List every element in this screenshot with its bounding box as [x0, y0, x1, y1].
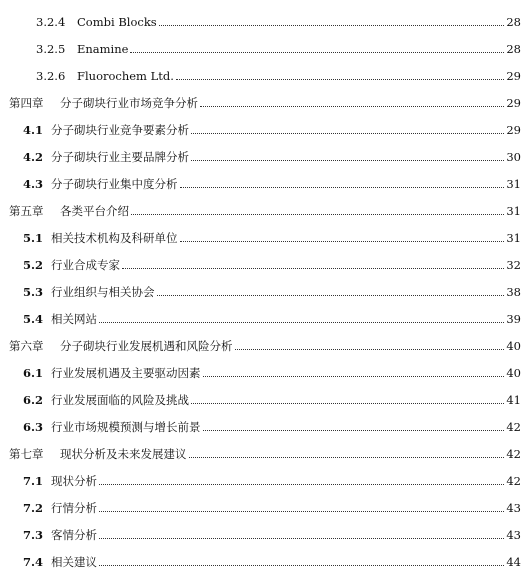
dot-leader	[122, 268, 504, 269]
toc-entry-number: 7.1	[23, 474, 44, 488]
toc-entry-page: 42	[506, 420, 521, 434]
toc-entry-page: 43	[506, 501, 521, 515]
toc-entry-number: 3.2.4	[36, 15, 66, 29]
dot-leader	[203, 430, 505, 431]
dot-leader	[191, 160, 504, 161]
dot-leader	[203, 376, 505, 377]
toc-entry[interactable]	[0, 254, 532, 272]
dot-leader	[99, 484, 504, 485]
toc-chapter-number: 第五章	[9, 204, 44, 218]
toc-entry-title: 现状分析	[51, 474, 97, 488]
toc-entry-page: 40	[506, 339, 521, 353]
toc-entry-number: 7.2	[23, 501, 44, 515]
dot-leader	[189, 457, 505, 458]
toc-entry-title: 分子砌块行业集中度分析	[51, 177, 178, 191]
toc-entry[interactable]	[0, 524, 532, 542]
toc-entry-page: 41	[506, 393, 521, 407]
toc-entry-title: Combi Blocks	[77, 15, 157, 29]
toc-entry-title: Fluorochem Ltd.	[77, 69, 174, 83]
toc-entry-number: 3.2.6	[36, 69, 66, 83]
toc-entry-number: 6.2	[23, 393, 44, 407]
toc-entry[interactable]	[0, 146, 532, 164]
dot-leader	[176, 79, 504, 80]
dot-leader	[200, 106, 504, 107]
toc-entry[interactable]	[0, 173, 532, 191]
toc-chapter-number: 第七章	[9, 447, 44, 461]
toc-entry[interactable]	[0, 416, 532, 434]
toc-entry[interactable]	[0, 38, 532, 56]
toc-entry-page: 31	[506, 231, 521, 245]
dot-leader	[99, 511, 504, 512]
dot-leader	[235, 349, 505, 350]
toc-entry-page: 31	[506, 177, 521, 191]
toc-entry-title: 行业发展面临的风险及挑战	[51, 393, 189, 407]
toc-entry-title: 行业组织与相关协会	[51, 285, 155, 299]
dot-leader	[180, 187, 505, 188]
toc-entry-number: 5.3	[23, 285, 44, 299]
toc-entry-number: 5.1	[23, 231, 44, 245]
toc-entry-page: 44	[506, 555, 521, 569]
toc-chapter[interactable]	[0, 92, 532, 110]
toc-entry-number: 6.1	[23, 366, 44, 380]
toc-entry-page: 28	[506, 42, 521, 56]
toc-entry-title: Enamine	[77, 42, 129, 56]
dot-leader	[191, 133, 504, 134]
toc-entry-page: 29	[506, 69, 521, 83]
toc-chapter[interactable]	[0, 335, 532, 353]
dot-leader	[157, 295, 505, 296]
toc-entry-page: 42	[506, 447, 521, 461]
toc-entry-number: 3.2.5	[36, 42, 66, 56]
toc-entry-page: 29	[506, 96, 521, 110]
toc-chapter-number: 第六章	[9, 339, 44, 353]
toc-entry-page: 31	[506, 204, 521, 218]
dot-leader	[191, 403, 504, 404]
toc-entry[interactable]	[0, 551, 532, 569]
toc-entry-page: 29	[506, 123, 521, 137]
toc-entry-number: 4.1	[23, 123, 44, 137]
toc-chapter-title: 现状分析及未来发展建议	[60, 447, 187, 461]
toc-chapter-number: 第四章	[9, 96, 44, 110]
toc-entry-number: 4.2	[23, 150, 44, 164]
toc-chapter-title: 分子砌块行业发展机遇和风险分析	[60, 339, 233, 353]
dot-leader	[130, 52, 504, 53]
toc-entry-page: 43	[506, 528, 521, 542]
toc-entry[interactable]	[0, 362, 532, 380]
toc-chapter-title: 各类平台介绍	[60, 204, 129, 218]
toc-entry-title: 行业市场规模预测与增长前景	[51, 420, 201, 434]
toc-entry[interactable]	[0, 470, 532, 488]
toc-chapter-title: 分子砌块行业市场竞争分析	[60, 96, 198, 110]
dot-leader	[99, 538, 504, 539]
toc-entry-title: 相关网站	[51, 312, 97, 326]
toc-entry-page: 28	[506, 15, 521, 29]
toc-entry[interactable]	[0, 389, 532, 407]
toc-entry-page: 40	[506, 366, 521, 380]
toc-entry[interactable]	[0, 119, 532, 137]
toc-entry-number: 4.3	[23, 177, 44, 191]
toc-entry[interactable]	[0, 11, 532, 29]
dot-leader	[131, 214, 504, 215]
dot-leader	[180, 241, 505, 242]
toc-entry-title: 行业发展机遇及主要驱动因素	[51, 366, 201, 380]
toc-entry-number: 5.4	[23, 312, 44, 326]
toc-entry-title: 分子砌块行业主要品牌分析	[51, 150, 189, 164]
dot-leader	[159, 25, 505, 26]
toc-entry-title: 分子砌块行业竞争要素分析	[51, 123, 189, 137]
toc-entry-title: 客情分析	[51, 528, 97, 542]
toc-chapter[interactable]	[0, 443, 532, 461]
toc-entry-page: 39	[506, 312, 521, 326]
toc-entry[interactable]	[0, 281, 532, 299]
toc-entry-title: 相关建议	[51, 555, 97, 569]
toc-entry[interactable]	[0, 227, 532, 245]
toc-entry[interactable]	[0, 497, 532, 515]
toc-entry-title: 相关技术机构及科研单位	[51, 231, 178, 245]
toc-entry-page: 30	[506, 150, 521, 164]
toc-entry-page: 42	[506, 474, 521, 488]
toc-entry-title: 行情分析	[51, 501, 97, 515]
dot-leader	[99, 565, 504, 566]
toc-entry-number: 7.4	[23, 555, 44, 569]
toc-entry[interactable]	[0, 65, 532, 83]
toc-chapter[interactable]	[0, 200, 532, 218]
toc-entry-page: 32	[506, 258, 521, 272]
toc-entry-title: 行业合成专家	[51, 258, 120, 272]
toc-entry-page: 38	[506, 285, 521, 299]
dot-leader	[99, 322, 504, 323]
toc-entry-number: 5.2	[23, 258, 44, 272]
toc-entry-number: 7.3	[23, 528, 44, 542]
toc-entry[interactable]	[0, 308, 532, 326]
toc-entry-number: 6.3	[23, 420, 44, 434]
